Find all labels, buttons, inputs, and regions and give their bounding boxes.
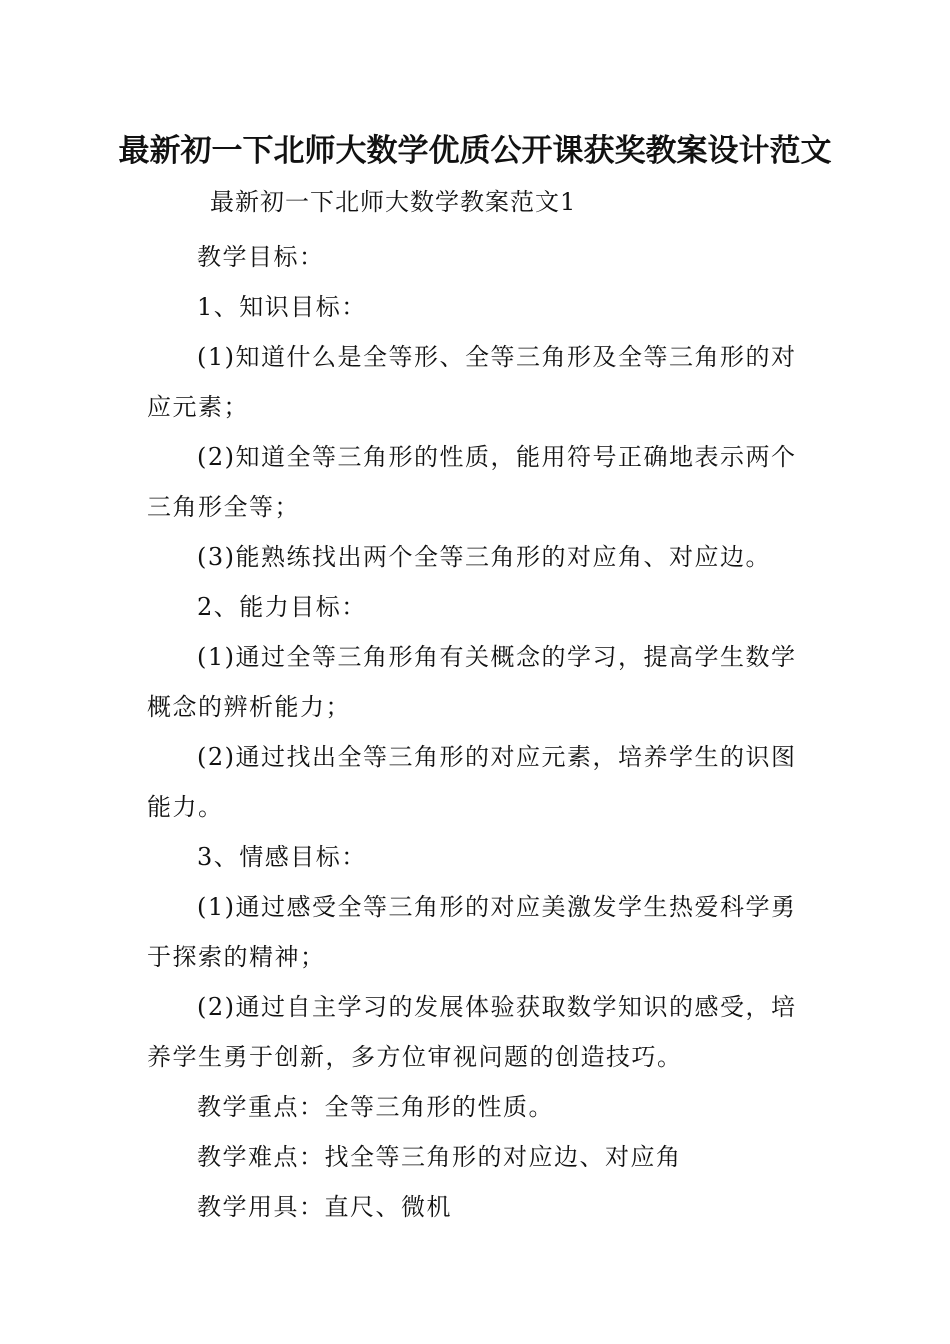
paragraph-teaching-tools: 教学用具：直尺、微机 xyxy=(197,1193,452,1221)
paragraph-emotion-2: (2)通过自主学习的发展体验获取数学知识的感受，培养学生勇于创新，多方位审视问题的创造技巧。 xyxy=(147,993,797,1071)
paragraph-knowledge-2: (2)知道全等三角形的性质，能用符号正确地表示两个三角形全等； xyxy=(147,443,797,521)
paragraph-teaching-goals: 教学目标： xyxy=(197,243,325,271)
document-title: 最新初一下北师大数学优质公开课获奖教案设计范文 xyxy=(118,133,832,169)
paragraph-ability-goal: 2、能力目标： xyxy=(197,593,367,621)
paragraph-knowledge-goal: 1、知识目标： xyxy=(197,293,367,321)
paragraph-difficulty: 教学难点：找全等三角形的对应边、对应角 xyxy=(197,1143,682,1171)
paragraph-ability-2: (2)通过找出全等三角形的对应元素，培养学生的识图能力。 xyxy=(147,743,797,821)
paragraph-emotion-1: (1)通过感受全等三角形的对应美激发学生热爱科学勇于探索的精神； xyxy=(147,893,797,971)
document-body xyxy=(147,232,807,1232)
paragraph-knowledge-3: (3)能熟练找出两个全等三角形的对应角、对应边。 xyxy=(197,543,771,571)
paragraph-ability-1: (1)通过全等三角形角有关概念的学习，提高学生数学概念的辨析能力； xyxy=(147,643,797,721)
paragraph-key-point: 教学重点：全等三角形的性质。 xyxy=(197,1093,554,1121)
paragraph-emotion-goal: 3、情感目标： xyxy=(197,843,367,871)
paragraph-knowledge-1: (1)知道什么是全等形、全等三角形及全等三角形的对应元素； xyxy=(147,343,797,421)
document-subtitle: 最新初一下北师大数学教案范文1 xyxy=(210,188,577,216)
